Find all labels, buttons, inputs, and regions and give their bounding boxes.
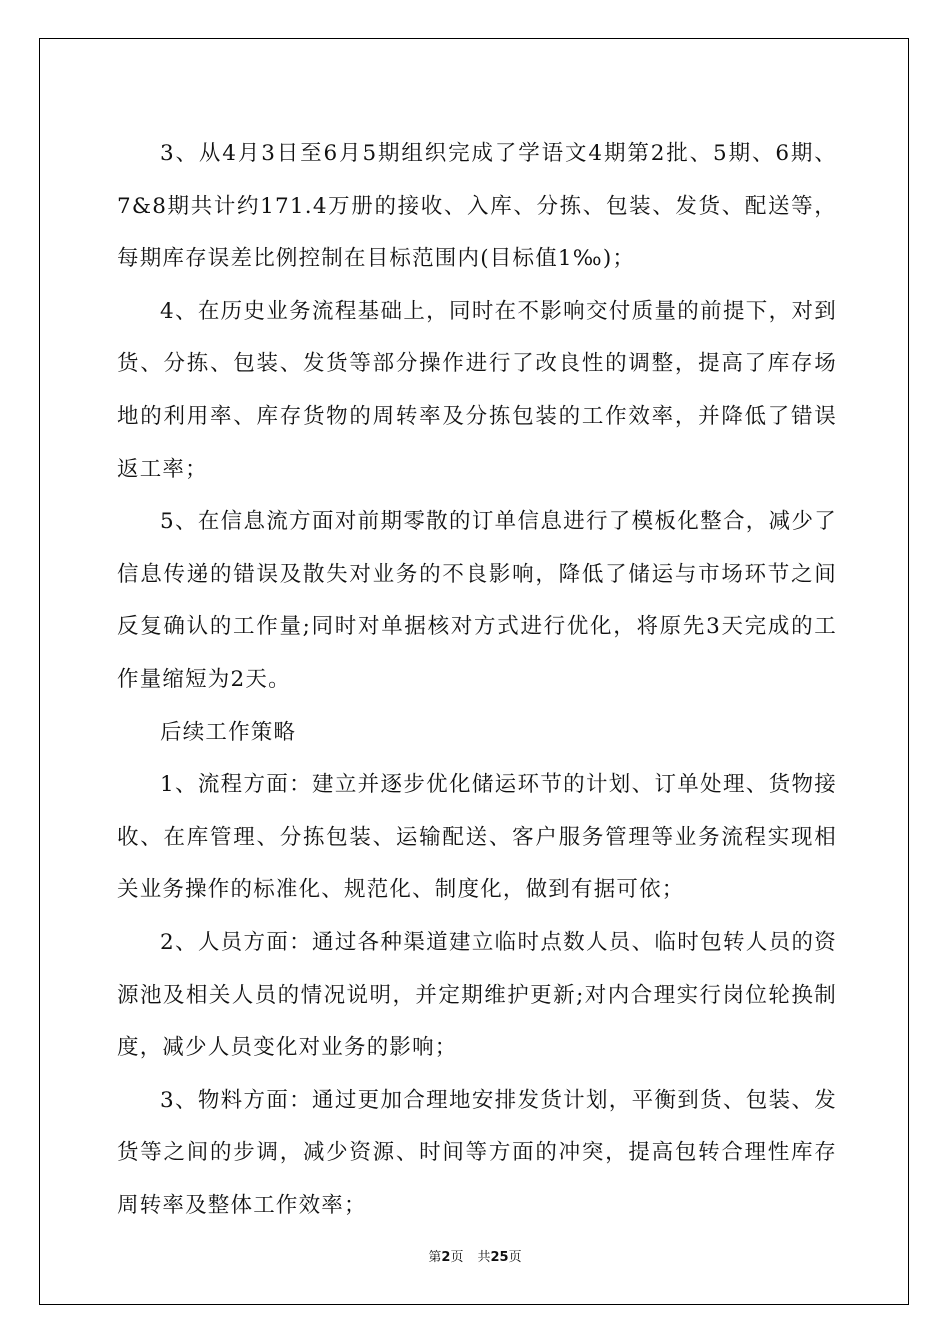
paragraph-strategy-materials: 3、物料方面：通过更加合理地安排发货计划，平衡到货、包装、发货等之间的步调，减少资源、时间等方面的冲突，提高包转合理性库存周转率及整体工作效率； [117,1087,837,1218]
paragraph-item-3-receipt: 3、从4月3日至6月5期组织完成了学语文4期第2批、5期、6期、7&8期共计约171.4万册的接收、入库、分拣、包装、发货、配送等，每期库存误差比例控制在目标范围内(目标值1‰)； [117,141,837,272]
total-pages-label: 共25页 [477,1250,522,1265]
paragraph-item-5-info-flow: 5、在信息流方面对前期零散的订单信息进行了模板化整合，减少了信息传递的错误及散失对业务的不良影响，降低了储运与市场环节之间反复确认的工作量;同时对单据核对方式进行优化，将原先3天完成的工作量缩短为2天。 [117,509,837,692]
document-body [117,128,837,1232]
section-heading-follow-up: 后续工作策略 [160,719,297,745]
paragraph-item-4-process: 4、在历史业务流程基础上，同时在不影响交付质量的前提下，对到货、分拣、包装、发货等部分操作进行了改良性的调整，提高了库存场地的利用率、库存货物的周转率及分拣包装的工作效率，并降低了错误返工率； [117,298,837,482]
page-number-label: 第2页 [428,1250,464,1265]
paragraph-strategy-process: 1、流程方面：建立并逐步优化储运环节的计划、订单处理、货物接收、在库管理、分拣包装、运输配送、客户服务管理等业务流程实现相关业务操作的标准化、规范化、制度化，做到有据可依； [117,772,837,903]
paragraph-strategy-staff: 2、人员方面：通过各种渠道建立临时点数人员、临时包转人员的资源池及相关人员的情况说明，并定期维护更新;对内合理实行岗位轮换制度，减少人员变化对业务的影响； [117,929,837,1061]
page-footer [0,1246,950,1265]
